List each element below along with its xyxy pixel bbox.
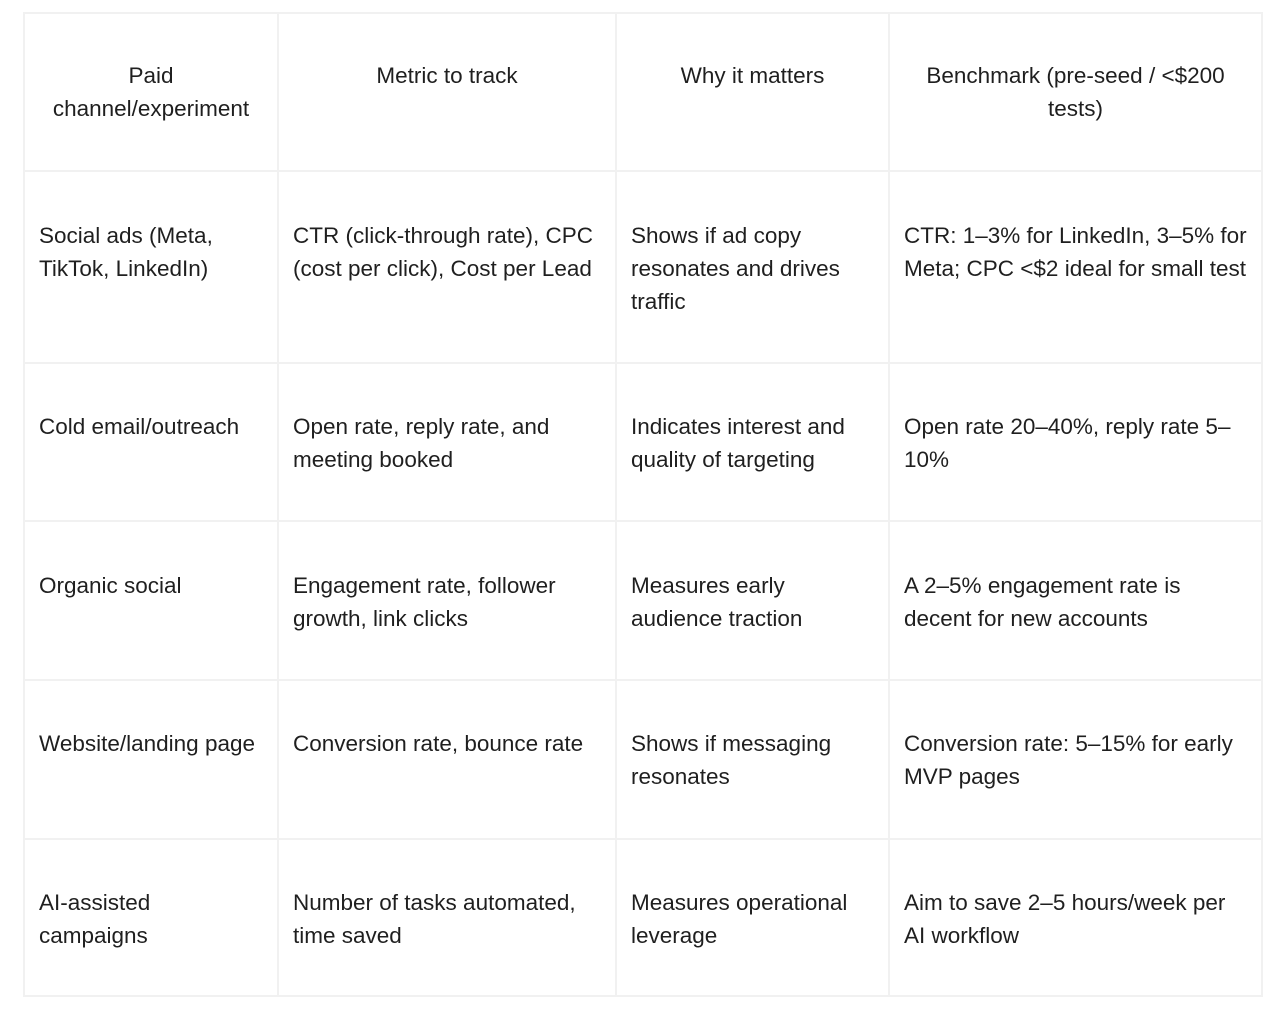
header-benchmark: Benchmark (pre-seed / <$200 tests) (889, 13, 1262, 171)
cell-benchmark: Aim to save 2–5 hours/week per AI workflow (889, 839, 1262, 996)
header-channel: Paid channel/experiment (24, 13, 278, 171)
cell-metric: CTR (click-through rate), CPC (cost per click), Cost per Lead (278, 171, 616, 363)
cell-channel: Organic social (24, 521, 278, 680)
cell-benchmark: Open rate 20–40%, reply rate 5–10% (889, 363, 1262, 521)
table-header-row (24, 13, 1262, 171)
table-row (24, 839, 1262, 996)
cell-why: Measures early audience traction (616, 521, 889, 680)
cell-metric: Engagement rate, follower growth, link clicks (278, 521, 616, 680)
cell-why: Indicates interest and quality of targeting (616, 363, 889, 521)
cell-metric: Conversion rate, bounce rate (278, 680, 616, 839)
table-row (24, 521, 1262, 680)
cell-channel: Cold email/outreach (24, 363, 278, 521)
cell-channel: AI-assisted campaigns (24, 839, 278, 996)
cell-benchmark: CTR: 1–3% for LinkedIn, 3–5% for Meta; CPC <$2 ideal for small test (889, 171, 1262, 363)
cell-benchmark: A 2–5% engagement rate is decent for new accounts (889, 521, 1262, 680)
header-metric: Metric to track (278, 13, 616, 171)
cell-why: Measures operational leverage (616, 839, 889, 996)
cell-channel: Website/landing page (24, 680, 278, 839)
table-row (24, 680, 1262, 839)
cell-why: Shows if ad copy resonates and drives traffic (616, 171, 889, 363)
table-row (24, 363, 1262, 521)
cell-channel: Social ads (Meta, TikTok, LinkedIn) (24, 171, 278, 363)
table-row (24, 171, 1262, 363)
cell-benchmark: Conversion rate: 5–15% for early MVP pages (889, 680, 1262, 839)
cell-why: Shows if messaging resonates (616, 680, 889, 839)
header-why: Why it matters (616, 13, 889, 171)
cell-metric: Open rate, reply rate, and meeting booked (278, 363, 616, 521)
cell-metric: Number of tasks automated, time saved (278, 839, 616, 996)
benchmark-table (23, 12, 1263, 997)
